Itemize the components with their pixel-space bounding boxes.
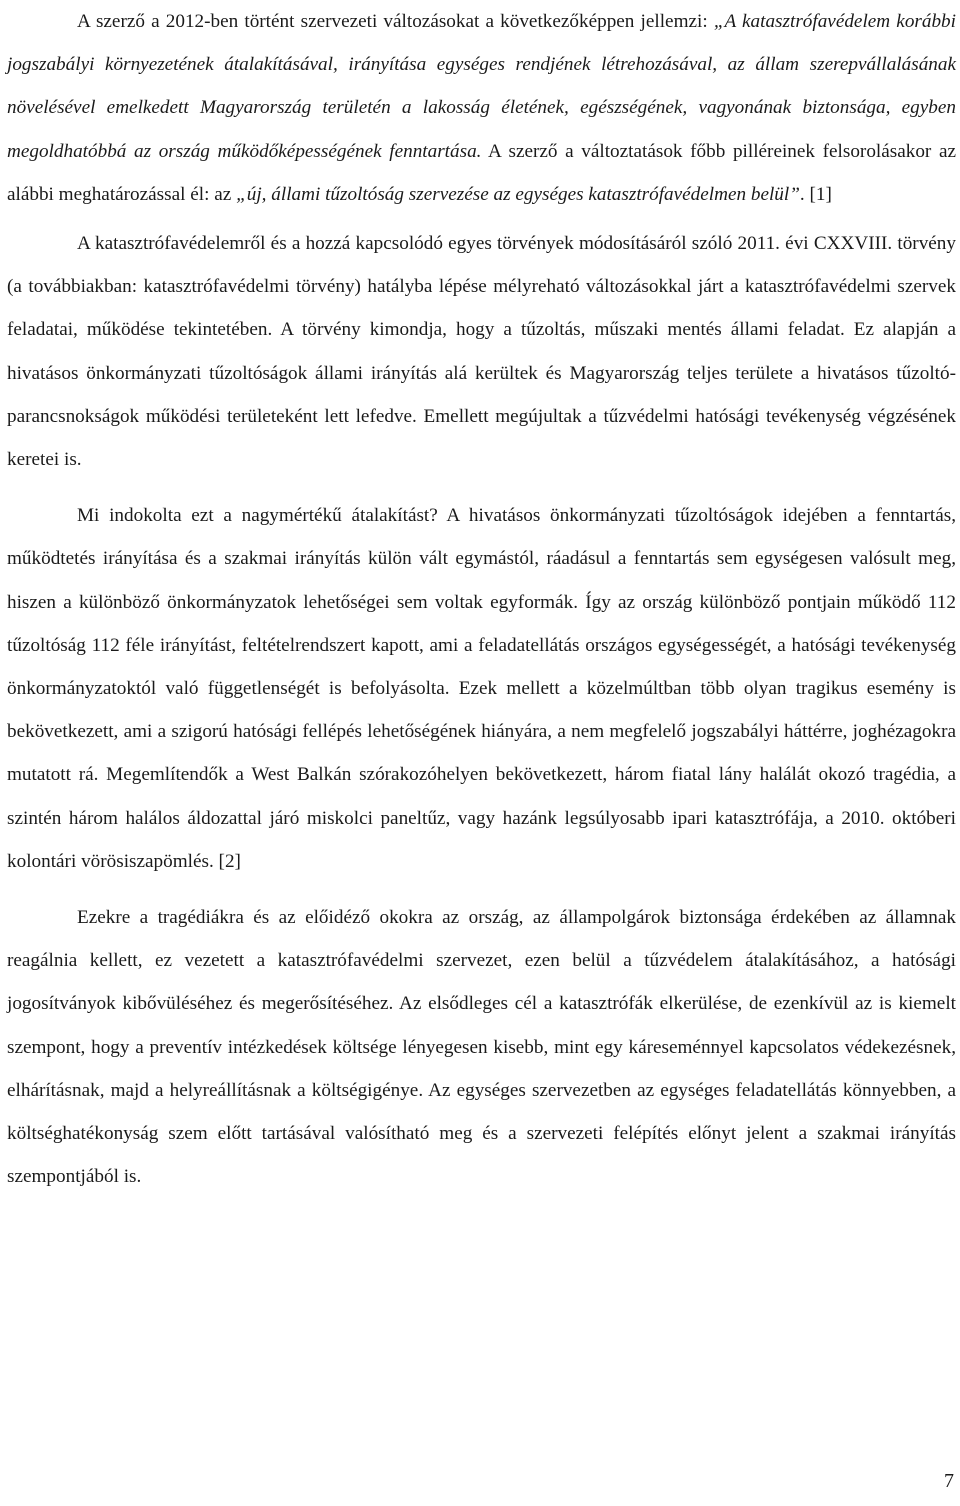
paragraph-4 xyxy=(7,896,956,1198)
paragraph-3 xyxy=(7,494,956,883)
paragraph-2 xyxy=(7,222,956,481)
paragraph-1-segment-2: A szerző a változtatások főbb pilléreinek felsorolásakor az alábbi meghatározással él: az xyxy=(7,140,956,205)
page-number: 7 xyxy=(944,1470,954,1492)
paragraph-1-citation: . [1] xyxy=(799,183,832,205)
document-page xyxy=(7,0,956,1198)
paragraph-1-segment-1: A szerző a 2012-ben történt szervezeti változásokat a következőképpen jellemzi: xyxy=(77,11,714,32)
paragraph-4-text: Ezekre a tragédiákra és az előidéző okokra az ország, az állampolgárok biztonsága érdekében az államnak reagálnia kellett, ez vezetett a katasztrófavédelmi szervezet, ezen belül a tűzvédelem átalakításához, a hatósági jogosítványok kibővüléséhez és megerősítéséhez. Az elsődleges cél a katasztrófák elkerülése, de ezenkívül az is kiemelt szempont, hogy a preventív intézkedések költsége lényegesen kisebb, mint egy káreseménnyel kapcsolatos védekezésnek, elhárításnak, majd a helyreállításnak a költségigénye. Az egységes szervezetben az egységes feladatellátás könnyebben, a költséghatékonyság szem előtt tartásával valósítható meg és a szervezeti felépítés előnyt jelent a szakmai irányítás szempontjából is. xyxy=(7,907,956,1188)
paragraph-1 xyxy=(7,0,956,216)
paragraph-1-quote-1: „A katasztrófavédelem korábbi jogszabályi környezetének átalakításával, irányítása egységes rendjének létrehozásával, az állam szerepvállalásának növelésével emelkedett Magyarország területén a lakosság életének, egészségének, vagyonának biztonsága, egyben megoldhatóbbá az ország működőképességének fenntartása. xyxy=(7,11,956,162)
paragraph-3-text: Mi indokolta ezt a nagymértékű átalakítást? A hivatásos önkormányzati tűzoltóságok idejében a fenntartás, működtetés irányítása és a szakmai irányítás külön vált egymástól, ráadásul a fenntartás sem egységesen valósult meg, hiszen a különböző önkormányzatok lehetőségei sem voltak egyformák. Így az ország különböző pontjain működő 112 tűzoltóság 112 féle irányítást, feltételrendszert kapott, ami a feladatellátás országos egységességét, a hatósági tevékenység önkormányzatoktól való függetlenségét is befolyásolta. Ezek mellett a közelmúltban több olyan tragikus esemény is bekövetkezett, ami a szigorú hatósági fellépés lehetőségének hiányára, a nem megfelelő jogszabályi háttérre, joghézagokra mutatott rá. Megemlítendők a West Balkán szórakozóhelyen bekövetkezett, három fiatal lány halálát okozó tragédia, a szintén három halálos áldozattal járó miskolci paneltűz, vagy hazánk legsúlyosabb ipari katasztrófája, a 2010. októberi kolontári vörösiszapömlés. [2] xyxy=(7,505,956,872)
paragraph-1-quote-2: „új, állami tűzoltóság szervezése az egységes katasztrófavédelmen belül” xyxy=(236,183,800,205)
paragraph-2-text: A katasztrófavédelemről és a hozzá kapcsolódó egyes törvények módosításáról szóló 2011. évi CXXVIII. törvény (a továbbiakban: katasztrófavédelmi törvény) hatályba lépése mélyreható változásokkal járt a katasztrófavédelmi szervek feladatai, működése tekintetében. A törvény kimondja, hogy a tűzoltás, műszaki mentés állami feladat. Ez alapján a hivatásos önkormányzati tűzoltóságok állami irányítás alá kerültek és Magyarország teljes területe a hivatásos tűzoltó-parancsnokságok működési területeként lett lefedve. Emellett megújultak a tűzvédelmi hatósági tevékenység végzésének keretei is. xyxy=(7,233,956,471)
